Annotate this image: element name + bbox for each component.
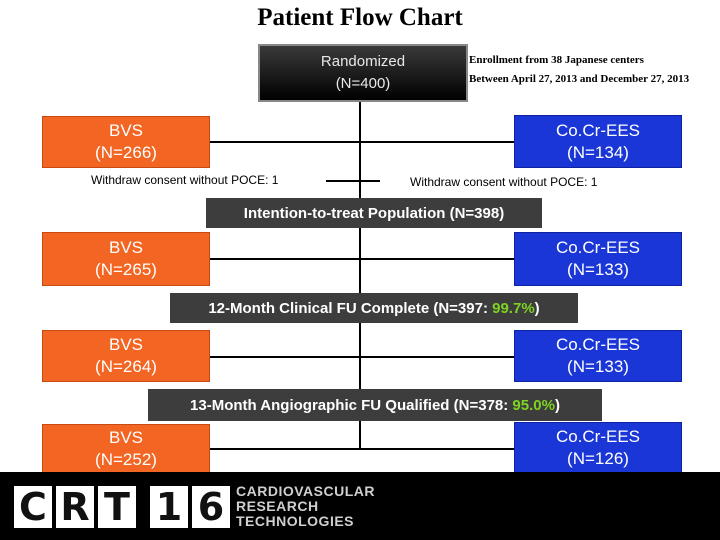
itt-population-box	[206, 198, 542, 228]
ees-label: Co.Cr-EES	[555, 427, 641, 446]
logo-letter-c: C	[14, 486, 52, 528]
ees-box-stage2	[514, 232, 682, 286]
logo-digit-1: 1	[150, 486, 188, 528]
ees-box-stage4	[514, 422, 682, 474]
bvs-label: BVS	[108, 238, 144, 257]
ees-label: Co.Cr-EES	[555, 120, 641, 140]
ees-label: Co.Cr-EES	[555, 238, 641, 257]
logo-wordmark	[236, 484, 375, 529]
bvs-box-stage4	[42, 424, 210, 474]
connector-stage3	[210, 356, 516, 358]
clinical-fu-label: 12-Month Clinical FU Complete (N=397:	[208, 299, 493, 317]
connector-stage2	[210, 258, 516, 260]
bvs-count: (N=266)	[95, 143, 157, 162]
enrollment-note-line2: Between April 27, 2013 and December 27, 2013	[469, 73, 690, 85]
bvs-label: BVS	[108, 335, 144, 354]
bvs-count: (N=264)	[95, 357, 157, 376]
connector-stage1	[210, 141, 516, 143]
angio-fu-percent: 95.0%	[512, 396, 555, 414]
connector-withdraw	[326, 180, 380, 182]
angio-fu-box	[148, 389, 602, 421]
bvs-withdraw-note: Withdraw consent without POCE: 1	[91, 173, 279, 187]
connector-stage4	[210, 448, 516, 450]
ees-count: (N=134)	[567, 142, 629, 162]
ees-label: Co.Cr-EES	[555, 335, 641, 354]
bvs-label: BVS	[108, 121, 144, 140]
page-title: Patient Flow Chart	[257, 4, 463, 31]
randomized-label: Randomized	[320, 53, 406, 70]
bvs-count: (N=252)	[95, 450, 157, 469]
logo-line-2: RESEARCH	[236, 498, 319, 514]
bvs-label: BVS	[108, 428, 144, 447]
logo-letter-t: T	[98, 486, 136, 528]
randomized-box	[258, 44, 468, 102]
randomized-count: (N=400)	[335, 75, 391, 92]
bvs-box-stage2	[42, 232, 210, 286]
bvs-count: (N=265)	[95, 260, 157, 279]
clinical-fu-percent: 99.7%	[492, 299, 535, 317]
logo-letter-r: R	[56, 486, 94, 528]
ees-count: (N=133)	[567, 357, 629, 376]
ees-count: (N=133)	[567, 260, 629, 279]
bvs-box-stage3	[42, 330, 210, 382]
logo-line-3: TECHNOLOGIES	[236, 513, 355, 529]
bvs-box-stage1	[42, 116, 210, 168]
enrollment-note-line1: Enrollment from 38 Japanese centers	[469, 54, 644, 66]
ees-box-stage1	[514, 115, 682, 168]
angio-fu-label: 13-Month Angiographic FU Qualified (N=378:	[190, 396, 513, 414]
ees-box-stage3	[514, 330, 682, 382]
clinical-fu-box	[170, 293, 578, 323]
ees-withdraw-note: Withdraw consent without POCE: 1	[410, 175, 598, 189]
logo-digit-6: 6	[192, 486, 230, 528]
ees-count: (N=126)	[567, 449, 629, 468]
clinical-fu-suffix: )	[534, 299, 540, 317]
itt-label: Intention-to-treat Population (N=398)	[243, 204, 505, 222]
logo-line-1: CARDIOVASCULAR	[236, 483, 375, 499]
angio-fu-suffix: )	[554, 396, 560, 414]
